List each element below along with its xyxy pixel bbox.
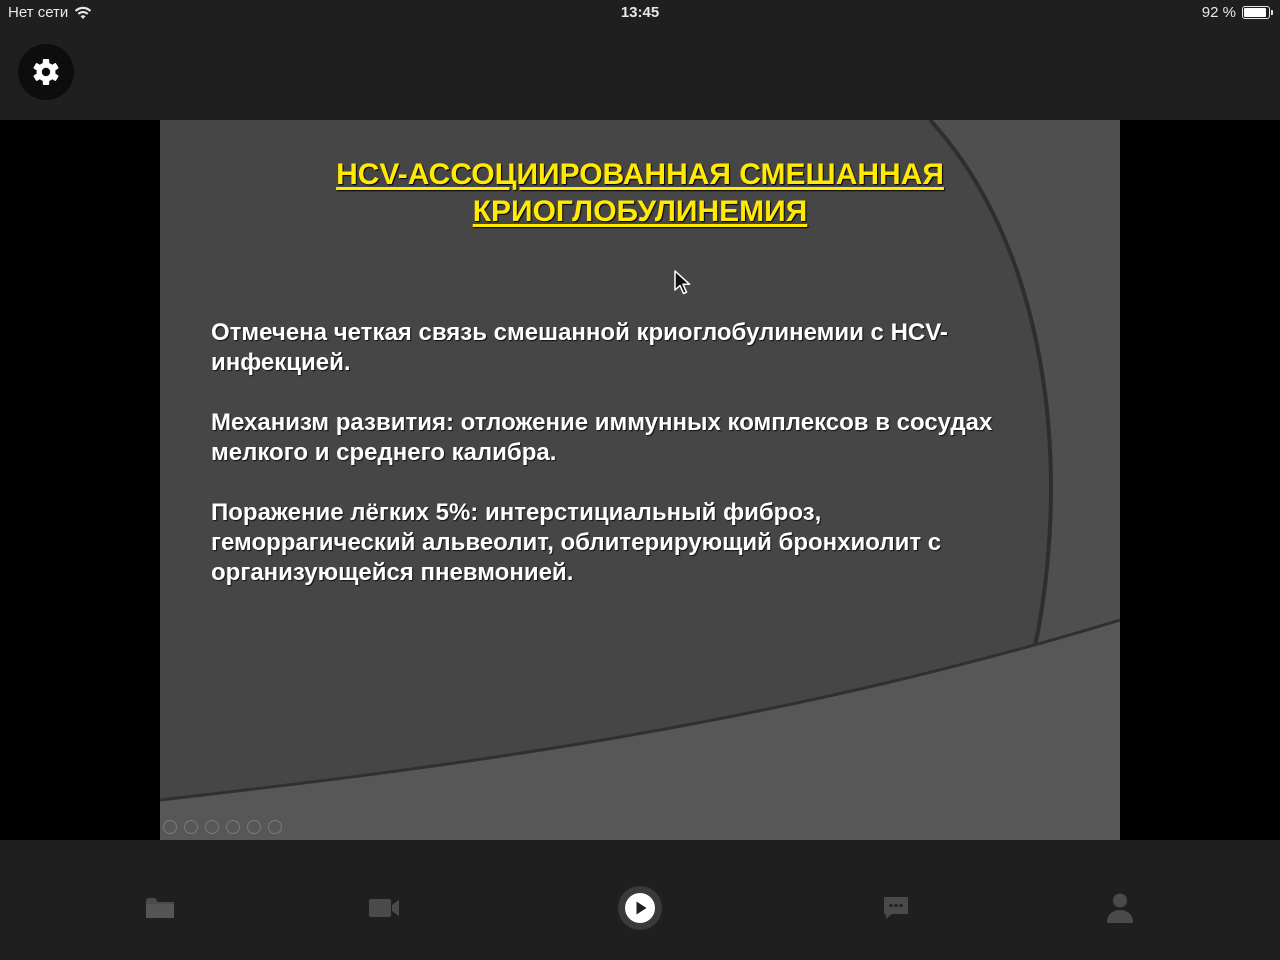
next-slide-icon[interactable] bbox=[184, 820, 198, 834]
slide-paragraph bbox=[211, 318, 1091, 378]
video-camera-icon bbox=[368, 897, 400, 919]
battery-fill bbox=[1244, 8, 1266, 17]
more-options-icon[interactable] bbox=[268, 820, 282, 834]
top-bar bbox=[0, 26, 1280, 120]
status-right bbox=[1202, 4, 1270, 21]
status-bar bbox=[0, 0, 1280, 26]
zoom-icon[interactable] bbox=[247, 820, 261, 834]
tab-files[interactable] bbox=[140, 888, 180, 928]
tab-chat[interactable] bbox=[876, 888, 916, 928]
settings-button[interactable] bbox=[18, 44, 74, 100]
mouse-pointer-icon bbox=[674, 270, 692, 296]
slide-paragraph bbox=[211, 408, 1091, 468]
tab-video[interactable] bbox=[364, 888, 404, 928]
chat-icon bbox=[882, 895, 910, 921]
previous-slide-icon[interactable] bbox=[163, 820, 177, 834]
slide-text-line: инфекцией. bbox=[211, 349, 351, 376]
folder-icon bbox=[145, 896, 175, 920]
slide-text-line: Поражение лёгких 5%: интерстициальный фиброз, bbox=[211, 499, 822, 526]
carrier-label: Нет сети bbox=[8, 4, 69, 21]
person-icon bbox=[1106, 892, 1134, 924]
slide-text-line: Отмечена четкая связь смешанной криоглобулинемии с HCV- bbox=[211, 319, 948, 346]
pen-icon[interactable] bbox=[205, 820, 219, 834]
tab-profile[interactable] bbox=[1100, 888, 1140, 928]
slide-title bbox=[160, 156, 1120, 230]
slide-body bbox=[211, 318, 1091, 618]
slide-controls bbox=[163, 820, 282, 834]
slides-overview-icon[interactable] bbox=[226, 820, 240, 834]
battery-tip bbox=[1271, 10, 1273, 15]
battery-percent: 92 % bbox=[1201, 4, 1236, 21]
bottom-tab-bar bbox=[0, 840, 1280, 960]
presentation-area bbox=[0, 120, 1280, 840]
play-icon bbox=[617, 885, 663, 931]
slide-paragraph bbox=[211, 498, 1091, 588]
gear-icon bbox=[31, 57, 61, 87]
tab-presentation[interactable] bbox=[617, 885, 663, 931]
clock: 13:45 bbox=[620, 4, 660, 21]
slide-text-line: геморрагический альвеолит, облитерирующий бронхиолит с bbox=[211, 529, 942, 556]
slide-title-line: КРИОГЛОБУЛИНЕМИЯ bbox=[472, 195, 808, 228]
slide-text-line: организующейся пневмонией. bbox=[211, 559, 574, 586]
slide-title-line: HCV-АССОЦИИРОВАННАЯ СМЕШАННАЯ bbox=[336, 158, 944, 191]
slide-text-line: мелкого и среднего калибра. bbox=[211, 439, 557, 466]
slide-text-line: Механизм развития: отложение иммунных комплексов в сосудах bbox=[211, 409, 993, 436]
battery-icon bbox=[1242, 6, 1270, 19]
presentation-slide[interactable] bbox=[160, 120, 1120, 840]
